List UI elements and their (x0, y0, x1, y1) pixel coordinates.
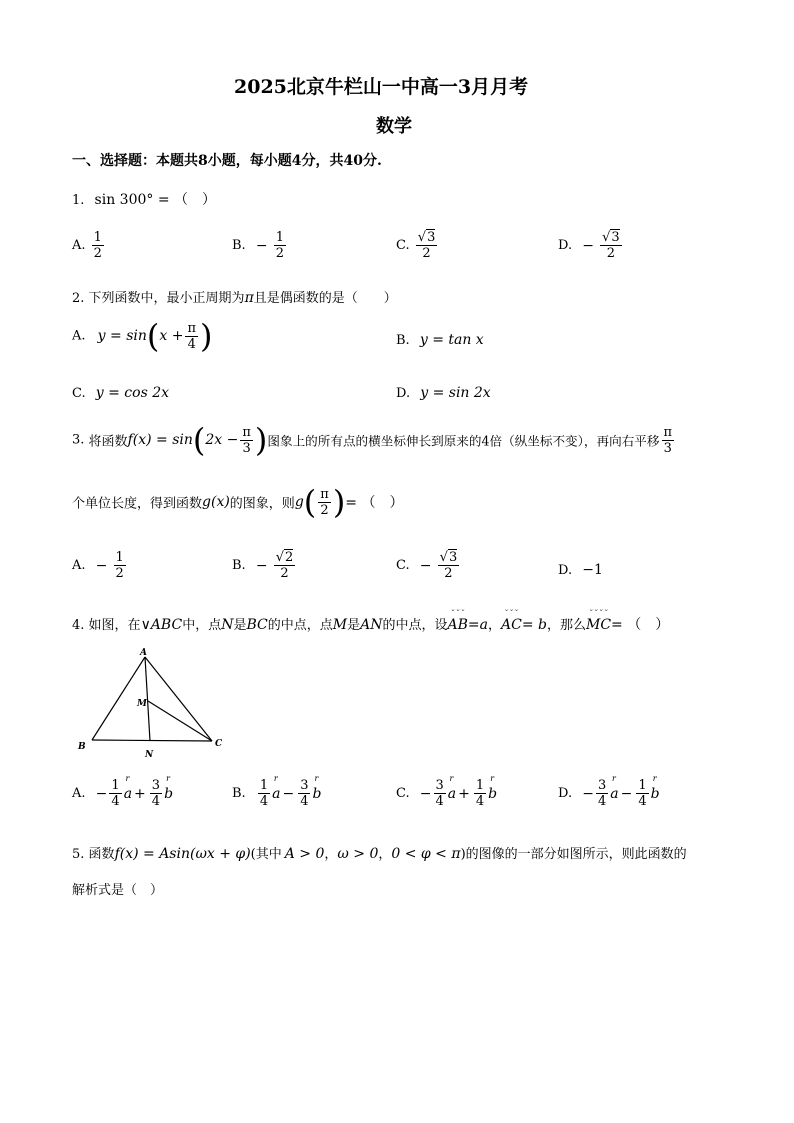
q3-option-b-fraction (274, 550, 296, 581)
right-paren: ) (332, 483, 346, 521)
q5-number: 5. (72, 847, 85, 862)
q3-shift-fraction (662, 425, 675, 456)
fraction-numerator: √3 (602, 230, 620, 245)
sign: + (458, 785, 470, 802)
fraction-denominator: 2 (280, 566, 289, 581)
sign: + (134, 785, 146, 802)
q2-option-a-fraction (185, 321, 198, 352)
sign: − (620, 785, 633, 802)
q4-point-n: N (221, 617, 234, 633)
q3-option-c-label: C. (396, 558, 410, 573)
q5-cond-a: A > 0 (284, 846, 325, 862)
q4-tail: = （ ） (611, 617, 670, 633)
coef-fraction (474, 778, 486, 809)
vector-a (272, 773, 281, 802)
sqrt-radicand: 2 (285, 550, 294, 565)
vector-a (123, 773, 133, 802)
fraction-denominator: 4 (187, 336, 196, 352)
q4-eq-b: = b (521, 617, 547, 633)
vector-b (164, 773, 174, 802)
q4-sep: ， (487, 618, 501, 633)
q3-g-fraction (318, 487, 331, 518)
q3-option-c[interactable] (396, 550, 461, 581)
q3-option-d[interactable] (558, 562, 603, 578)
fraction-numerator: 1 (275, 230, 284, 245)
fraction-denominator: 2 (606, 246, 616, 261)
fraction-denominator: 3 (242, 440, 251, 456)
fraction-numerator: 3 (300, 778, 309, 793)
right-paren: ) (200, 317, 213, 355)
sign: − (582, 785, 594, 802)
q1-option-d-fraction (600, 230, 622, 261)
q4-option-c[interactable] (396, 773, 498, 809)
q2-option-a-x: x + (159, 328, 184, 344)
vector-arrow-icon: r (166, 773, 171, 783)
fraction-numerator: 1 (115, 550, 124, 565)
q3-option-b[interactable] (232, 550, 297, 581)
fraction-denominator: 4 (475, 794, 485, 809)
vertex-a-label: A (140, 648, 147, 658)
sign: − (95, 785, 108, 802)
vector-label: b (488, 785, 498, 802)
fraction-numerator: 1 (475, 778, 485, 793)
q1-option-b-label: B. (232, 238, 246, 253)
sign: − (282, 785, 295, 802)
vector-label: a (123, 785, 133, 802)
minus-sign: − (255, 557, 268, 574)
fraction-numerator: π (187, 320, 196, 336)
coef-fraction (298, 778, 310, 809)
q5-post: )的图像的一部分如图所示，则此函数的 (460, 847, 687, 862)
vector-arrow-icon: r (314, 773, 320, 783)
fraction-numerator: π (663, 424, 673, 440)
q4-text-b: 中，点 (182, 618, 222, 633)
coef-fraction (434, 778, 446, 809)
fraction-denominator: 4 (151, 794, 161, 809)
fraction-numerator: 3 (151, 778, 161, 793)
section-heading: 一、选择题：本题共8小题，每小题4分，共40分. (72, 153, 382, 169)
vector-label: b (164, 785, 174, 802)
fraction-denominator: 4 (435, 794, 444, 809)
q3-line2-a: 个单位长度，得到函数 (72, 496, 203, 512)
q2-stem-pi: π (244, 290, 254, 306)
q2-number: 2. (72, 291, 85, 306)
fraction-numerator: π (320, 486, 329, 502)
fraction-denominator: 2 (444, 566, 453, 581)
left-paren: ( (303, 483, 317, 521)
q4-text-a: 如图，在 (88, 618, 141, 633)
fraction-denominator: 4 (259, 794, 269, 809)
fraction-numerator: 1 (93, 230, 102, 245)
fraction-numerator: 1 (638, 778, 647, 793)
q3-number: 3. (72, 432, 85, 448)
q4-triangle-figure (72, 645, 232, 765)
fraction-numerator: √3 (417, 230, 436, 245)
fraction-denominator: 4 (300, 794, 309, 809)
fraction-numerator: 3 (435, 778, 444, 793)
left-paren: ( (146, 317, 160, 355)
q4-stem (72, 609, 670, 634)
vector-label: a (610, 785, 619, 802)
q3-gx: g(x) (202, 494, 230, 510)
q3-option-a[interactable] (72, 550, 128, 581)
segment-ac (145, 657, 212, 741)
vector-label: MC (586, 617, 612, 633)
vector-a (610, 773, 619, 802)
q5-stem-line1 (72, 843, 687, 862)
q4-option-d-label: D. (558, 786, 573, 801)
q2-option-b-label: B. (396, 333, 410, 348)
vector-arrow-icon: r (273, 773, 279, 783)
q2-option-a-func: y = sin (97, 328, 147, 344)
q3-pre: 将函数 (88, 434, 128, 450)
minus-sign: − (95, 557, 108, 574)
q3-fx: f(x) = sin (127, 432, 193, 448)
fraction-numerator: 3 (597, 778, 607, 793)
vector-arrow-icon: r (125, 773, 131, 783)
q3-tail: = （ ） (345, 495, 404, 511)
vector-arrow-icon: r (449, 773, 455, 783)
q4-option-d[interactable] (558, 773, 660, 809)
q3-g: g (294, 494, 304, 510)
q1-stem-text: sin 300° = （ ） (94, 192, 217, 208)
vertex-b-label: B (78, 742, 86, 752)
minus-sign: − (419, 557, 432, 574)
sqrt-radicand: 3 (427, 230, 436, 245)
q5-cond-omega: ω > 0 (337, 846, 379, 862)
q4-option-a-label: A. (72, 786, 86, 801)
q2-stem-a: 下列函数中，最小正周期为 (88, 291, 245, 306)
q4-text-g: ，那么 (546, 618, 586, 633)
subject-title: 数学 (376, 116, 412, 137)
q4-segment-bc: BC (246, 617, 268, 633)
point-n-label: N (145, 750, 154, 760)
vector-label: a (447, 785, 457, 802)
fraction-denominator: 4 (597, 794, 607, 809)
vector-label: b (650, 785, 660, 802)
q1-option-c-fraction (416, 230, 438, 261)
q1-option-a[interactable] (72, 230, 106, 261)
q2-option-d-func: y = sin 2x (420, 385, 491, 401)
q3-mid: 图象上的所有点的横坐标伸长到原来的4倍（纵坐标不变），再向右平移 (267, 433, 660, 449)
sqrt-radicand: 3 (448, 550, 458, 565)
vector-b (488, 773, 498, 802)
sign: − (419, 785, 432, 802)
q4-text-d: 的中点，点 (267, 618, 333, 633)
q1-option-a-label: A. (72, 238, 86, 253)
q4-segment-an: AN (360, 617, 383, 633)
coef-fraction (109, 778, 121, 809)
q5-stem-line2: 解析式是（ ） (72, 883, 164, 898)
q1-number: 1. (72, 193, 85, 208)
q4-text-c: 是 (233, 618, 247, 633)
q1-option-b-fraction (274, 230, 286, 261)
q2-option-d-label: D. (396, 386, 411, 401)
vector-arrow-icon: r (490, 773, 496, 783)
q4-option-b-label: B. (232, 786, 246, 801)
q3-option-b-label: B. (232, 558, 246, 573)
q2-option-c-label: C. (72, 386, 86, 401)
vector-arrow-icon: ˘˘˘˘ (588, 609, 609, 618)
vector-arrow-icon: r (612, 773, 617, 783)
q1-option-d-label: D. (558, 238, 573, 253)
point-m-label: M (137, 699, 147, 709)
vector-b (650, 773, 660, 802)
fraction-numerator: 1 (259, 778, 269, 793)
fraction-numerator: 1 (111, 778, 120, 793)
vector-label: a (272, 785, 281, 802)
exam-title: 2025北京牛栏山一中高一3月月考 (234, 76, 529, 98)
vector-a (447, 773, 457, 802)
q3-inner: 2x − (205, 432, 239, 448)
segment-mc (148, 701, 212, 741)
vector-arrow-icon: r (652, 773, 658, 783)
fraction-denominator: 2 (320, 502, 329, 518)
fraction-denominator: 2 (275, 246, 284, 261)
q5-sep: ， (378, 847, 392, 862)
vector-label: AB (447, 617, 468, 633)
vector-label: b (312, 785, 322, 802)
sqrt-radicand: 3 (611, 230, 620, 245)
q4-option-b[interactable] (232, 773, 322, 809)
q4-text-f: 的中点，设 (382, 618, 448, 633)
q1-stem (72, 189, 216, 209)
q4-vector-mc (586, 609, 612, 633)
q3-option-d-value: −1 (582, 562, 603, 578)
q5-pre: 函数 (88, 847, 115, 862)
q2-option-c-func: y = cos 2x (95, 385, 170, 401)
q5-mid: (其中 (250, 847, 282, 862)
vector-b (312, 773, 322, 802)
vertex-c-label: C (215, 739, 223, 749)
coef-fraction (636, 778, 648, 809)
q2-option-d[interactable] (396, 385, 491, 401)
q5-sep: ， (324, 847, 338, 862)
fraction-numerator: √2 (275, 550, 294, 565)
coef-fraction (258, 778, 270, 809)
q1-option-d[interactable] (558, 230, 624, 261)
q4-text-e: 是 (347, 618, 361, 633)
coef-fraction (150, 778, 162, 809)
q2-option-b[interactable] (396, 332, 484, 348)
q1-option-c[interactable] (396, 230, 439, 261)
q2-stem (72, 287, 397, 306)
minus-sign: − (255, 237, 268, 254)
q3-inner-fraction (240, 425, 253, 456)
q4-triangle: ∨ABC (140, 617, 183, 633)
q2-option-b-func: y = tan x (419, 332, 484, 348)
q4-eq-a: =a (467, 617, 488, 633)
vector-arrow-icon: ˘˘˘ (503, 609, 519, 618)
q3-option-d-label: D. (558, 563, 573, 578)
q2-option-c[interactable] (72, 385, 169, 401)
q2-option-a-label: A. (72, 328, 86, 344)
q3-option-a-fraction (114, 550, 126, 581)
vector-arrow-icon: ˘˘˘ (450, 609, 466, 618)
q3-option-a-label: A. (72, 558, 86, 573)
q1-option-b[interactable] (232, 230, 288, 261)
q3-line2-b: 的图象，则 (229, 496, 295, 512)
q3-option-c-fraction (438, 550, 460, 581)
fraction-denominator: 2 (93, 246, 102, 261)
q4-vector-ac (501, 609, 522, 633)
fraction-numerator: π (242, 424, 251, 440)
minus-sign: − (582, 237, 594, 254)
q3-stem-line1 (72, 421, 676, 459)
q5-fx: f(x) = Asin(ωx + φ) (114, 846, 251, 862)
q4-point-m: M (332, 617, 348, 633)
fraction-numerator: √3 (439, 550, 458, 565)
fraction-denominator: 2 (422, 246, 431, 261)
vector-label: AC (501, 617, 522, 633)
q4-vector-ab (447, 609, 468, 633)
segment-bc (92, 740, 212, 741)
coef-fraction (596, 778, 608, 809)
q5-cond-phi: 0 < φ < π (391, 846, 461, 862)
fraction-denominator: 4 (111, 794, 120, 809)
left-paren: ( (192, 421, 206, 459)
right-paren: ) (254, 421, 268, 459)
q4-number: 4. (72, 618, 85, 633)
q4-option-c-label: C. (396, 786, 410, 801)
fraction-denominator: 2 (115, 566, 124, 581)
q1-option-a-fraction (92, 230, 104, 261)
q2-stem-b: 且是偶函数的是（ ） (253, 291, 397, 306)
q1-option-c-label: C. (396, 238, 410, 253)
q4-option-a[interactable] (72, 773, 174, 809)
fraction-denominator: 4 (638, 794, 647, 809)
q2-option-a[interactable] (72, 317, 213, 355)
fraction-denominator: 3 (663, 440, 672, 456)
q3-stem-line2 (72, 483, 404, 521)
